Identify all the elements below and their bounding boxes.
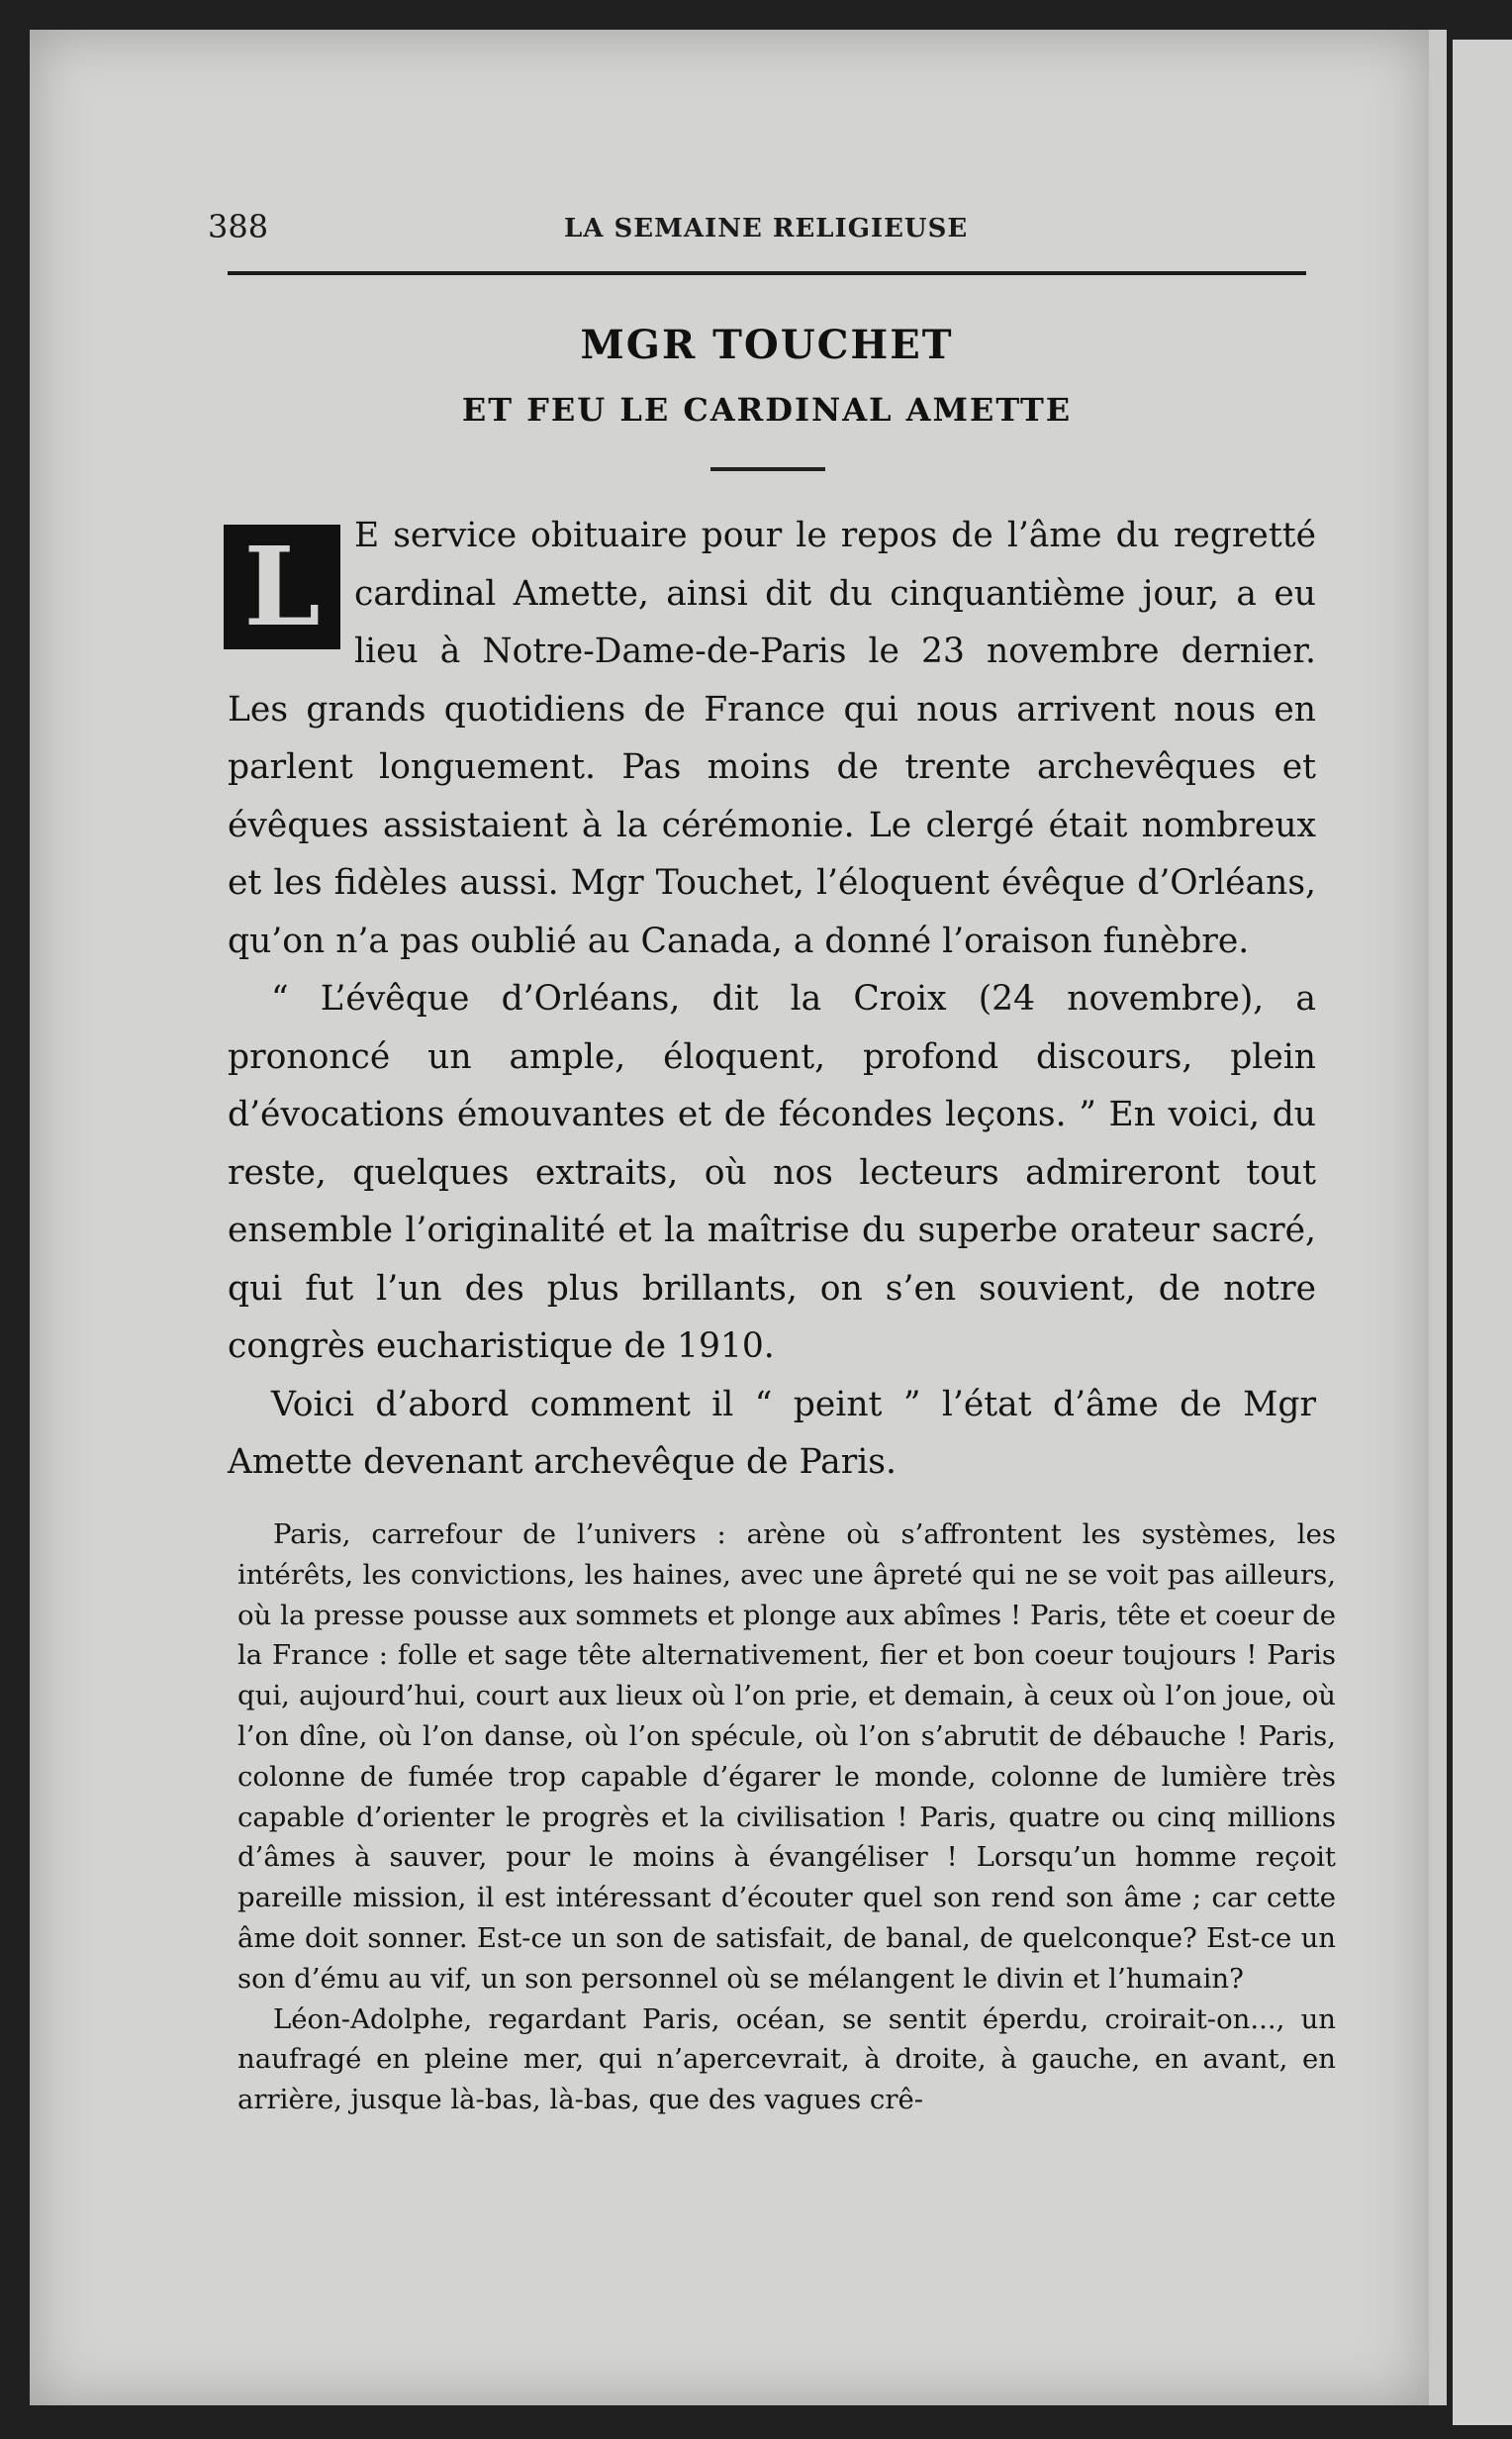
page-number: 388	[208, 208, 269, 245]
drop-cap-space	[228, 507, 354, 670]
article-title: MGR TOUCHET	[580, 322, 954, 368]
article-subtitle: ET FEU LE CARDINAL AMETTE	[461, 391, 1073, 429]
paragraph: Voici d’abord comment il “ peint ” l’état d’âme de Mgr Amette devenant archevêque de Paris.	[228, 1384, 1316, 1482]
block-quote	[237, 1514, 1336, 2120]
page-edge	[1429, 30, 1447, 2405]
running-head	[208, 208, 1316, 257]
quote-paragraph: Léon-Adolphe, regardant Paris, océan, se sentit éperdu, croirait-on..., un naufragé en pleine mer, qui n’apercevrait, à droite, à gauche, en avant, en arrière, jusque là-bas, là-bas, que des vagues crê-	[237, 2002, 1336, 2116]
article-body	[228, 507, 1316, 1492]
quote-paragraph: Paris, carrefour de l’univers : arène où s’affrontent les systèmes, les intérêts, les convictions, les haines, avec une âpreté qui ne se voit pas ailleurs, où la presse pousse aux sommets et plonge aux abîmes ! Paris, tête et coeur de la France : folle et sage tête alternativement, fier et bon coeur toujours ! Paris qui, aujourd’hui, court aux lieux où l’on prie, et demain, à ceux où l’on joue, où l’on dîne, où l’on danse, où l’on spécule, où l’on s’abrutit de débauche ! Paris, colonne de fumée trop capable d’égarer le monde, colonne de lumière très capable d’orienter le progrès et la civilisation ! Paris, quatre ou cinq millions d’âmes à sauver, pour le moins à évangéliser ! Lorsqu’un homme reçoit pareille mission, il est intéressant d’écouter quel son rend son âme ; car cette âme doit sonner. Est-ce un son de satisfait, de banal, de quelconque? Est-ce un son d’ému au vif, un son personnel où se mélangent le divin et l’humain?	[237, 1518, 1336, 1995]
journal-title: LA SEMAINE RELIGIEUSE	[564, 214, 969, 244]
header-rule	[228, 271, 1306, 275]
paragraph	[228, 507, 1316, 970]
drop-cap: L	[224, 525, 340, 649]
paragraph-text: E service obituaire pour le repos de l’âme du regretté cardinal Amette, ainsi dit du cinquantième jour, a eu lieu à Notre-Dame-de-Paris le 23 novembre dernier. Les grands quotidiens de France qui nous arrivent nous en parlent longuement. Pas moins de trente archevêques et évêques assistaient à la cérémonie. Le clergé était nombreux et les fidèles aussi. Mgr Touchet, l’éloquent évêque d’Orléans, qu’on n’a pas oublié au Canada, a donné l’oraison funèbre.	[228, 516, 1316, 961]
adjacent-page-sliver	[1453, 40, 1512, 2425]
title-divider	[710, 467, 825, 471]
paragraph: “ L’évêque d’Orléans, dit la Croix (24 novembre), a prononcé un ample, éloquent, profond discours, plein d’évocations émouvantes et de fécondes leçons. ” En voici, du reste, quelques extraits, où nos lecteurs admireront tout ensemble l’originalité et la maîtrise du superbe orateur sacré, qui fut l’un des plus brillants, on s’en souvient, de notre congrès eucharistique de 1910.	[228, 979, 1316, 1366]
